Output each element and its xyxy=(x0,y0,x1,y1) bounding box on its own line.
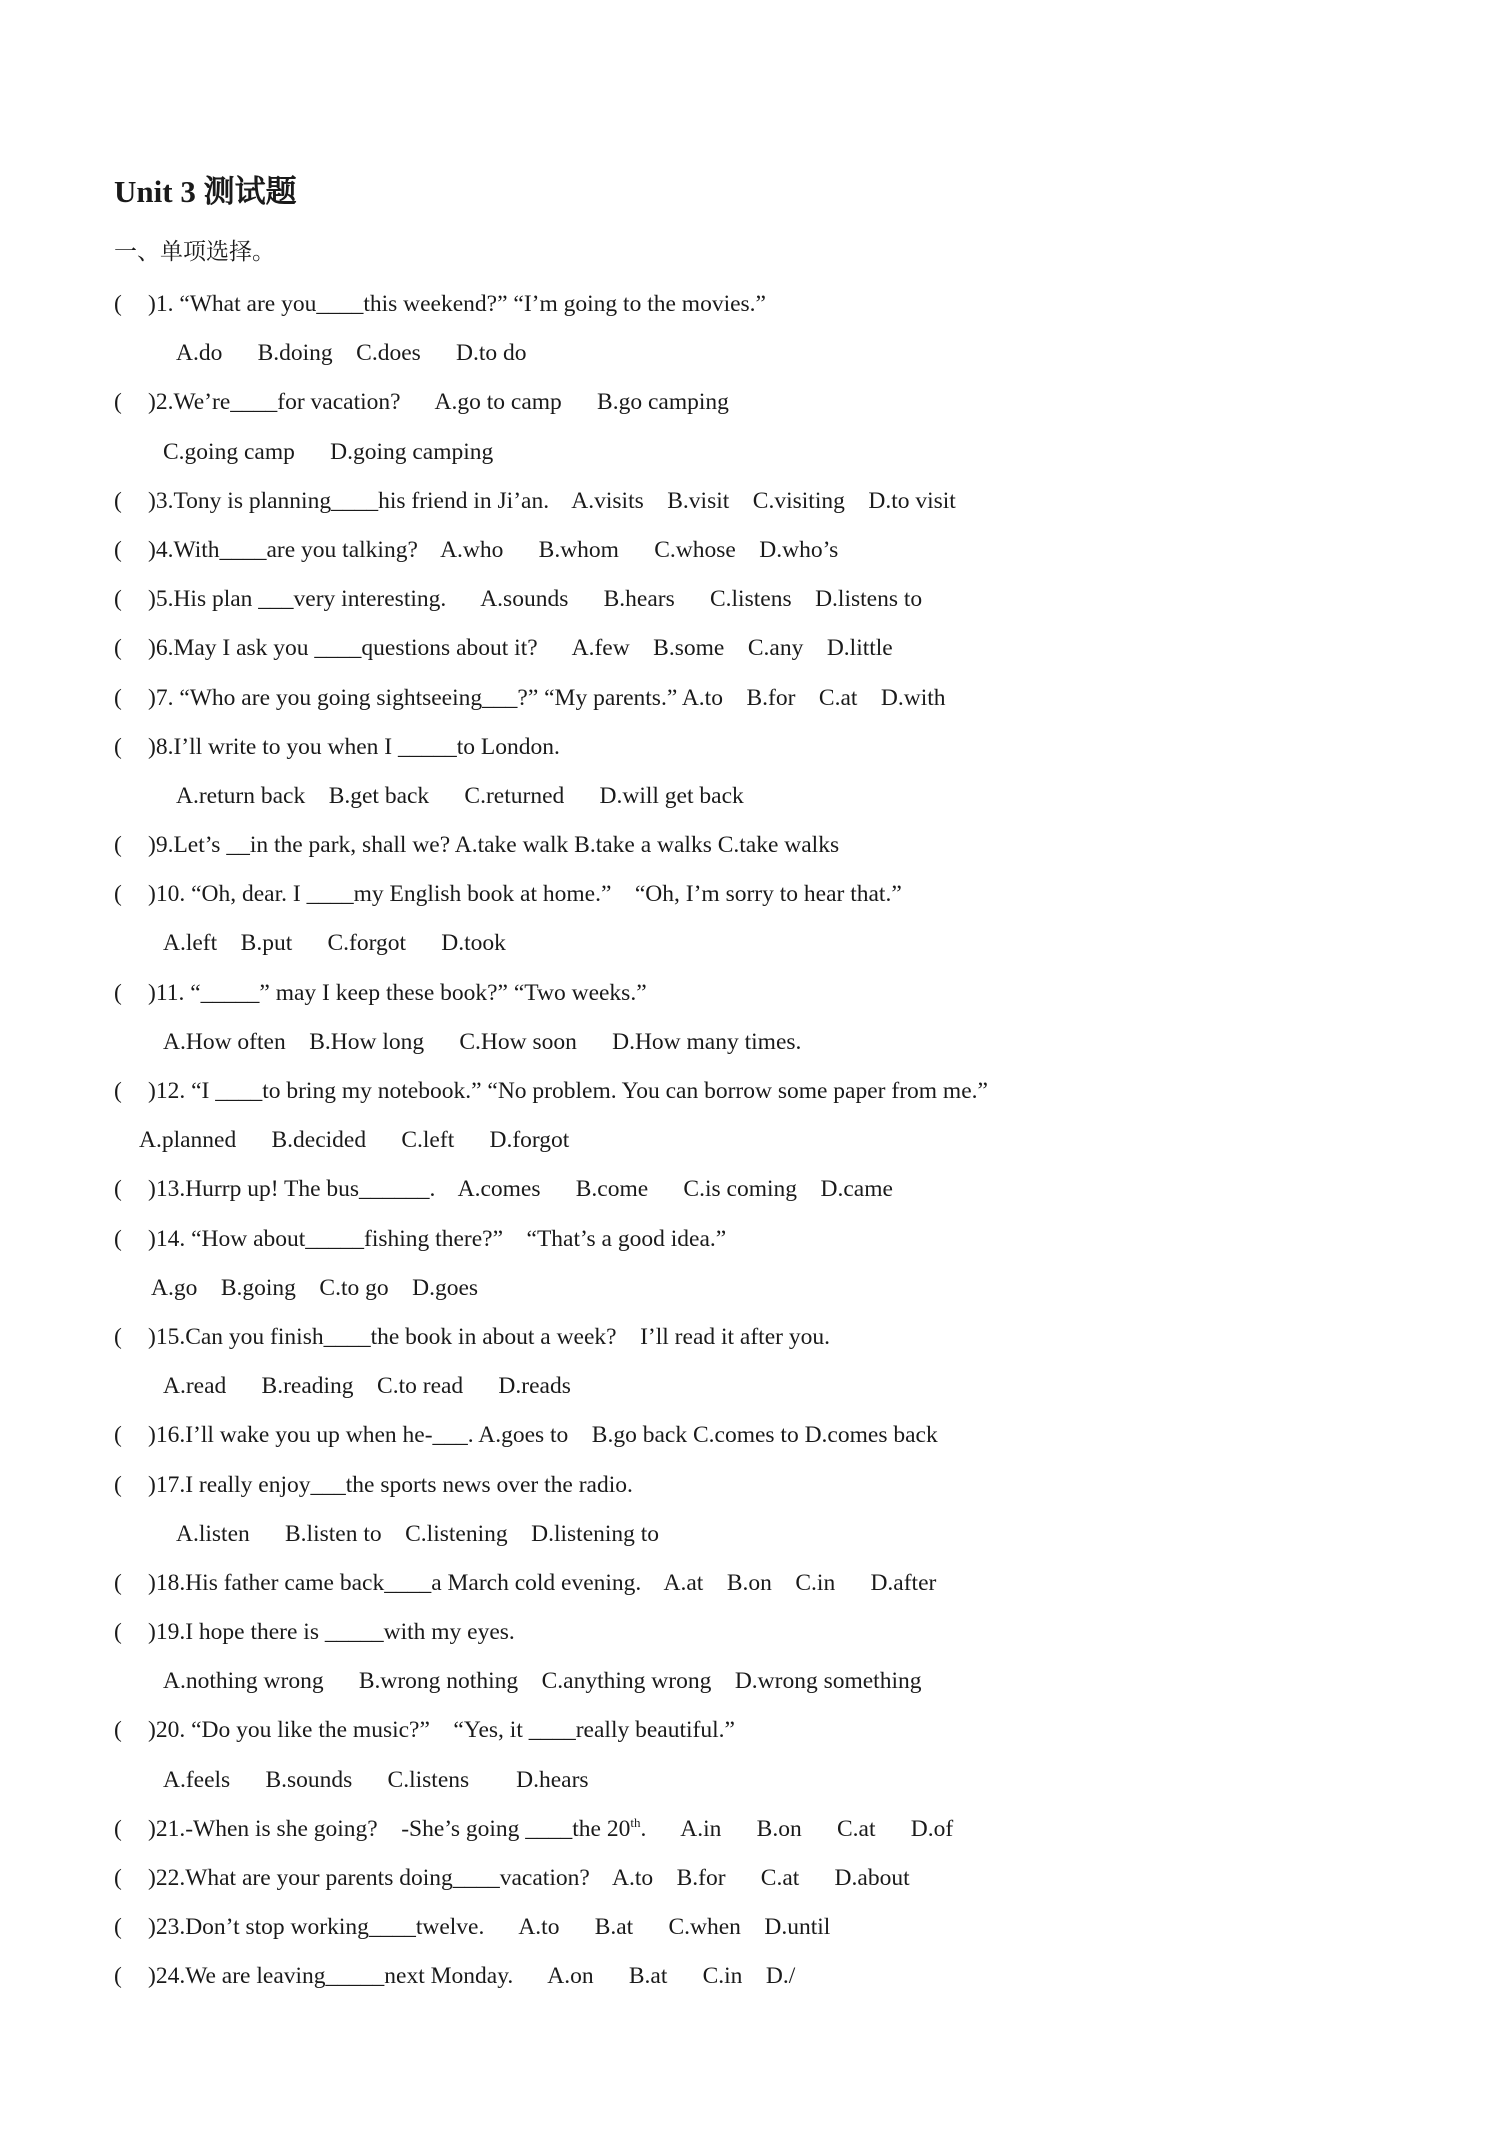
answer-paren: ( xyxy=(114,635,122,662)
answer-paren: ( xyxy=(114,1323,122,1350)
question-stem: )3.Tony is planning____his friend in Ji’an. A.visits B.visit C.visiting D.to visit xyxy=(148,487,956,514)
answer-paren: ( xyxy=(114,1078,122,1104)
answer-paren: ( xyxy=(114,291,122,317)
question-stem: )10. “Oh, dear. I ____my English book at home.” “Oh, I’m sorry to hear that.” xyxy=(148,881,902,908)
question-text xyxy=(148,1805,953,1854)
question-stem: )12. “I ____to bring my notebook.” “No problem. You can borrow some paper from me.” xyxy=(148,1078,988,1104)
question-stem: )18.His father came back____a March cold evening. A.at B.on C.in D.after xyxy=(148,1569,937,1596)
question-text xyxy=(148,575,922,624)
question-stem: )16.I’ll wake you up when he-___. A.goes to B.go back C.comes to D.comes back xyxy=(148,1422,938,1449)
answer-options: A.planned B.decided C.left D.forgot xyxy=(139,1127,570,1154)
question-text xyxy=(148,723,560,772)
answer-paren: ( xyxy=(114,1619,122,1646)
answer-paren: ( xyxy=(114,832,122,859)
question-line xyxy=(0,477,1512,526)
question-line xyxy=(0,1215,1512,1264)
question-text xyxy=(148,1411,938,1460)
answer-paren: ( xyxy=(114,1815,122,1842)
options-line xyxy=(0,772,1512,821)
options-line xyxy=(0,1657,1512,1706)
question-line xyxy=(0,821,1512,870)
question-stem: )15.Can you finish____the book in about a week? I’ll read it after you. xyxy=(148,1323,830,1350)
answer-paren: ( xyxy=(114,1569,122,1596)
question-stem: )7. “Who are you going sightseeing___?” “My parents.” A.to B.for C.at D.with xyxy=(148,684,946,711)
question-text xyxy=(148,1903,830,1952)
question-line xyxy=(0,674,1512,723)
question-line xyxy=(0,1854,1512,1903)
answer-paren: ( xyxy=(114,1176,122,1203)
question-line xyxy=(0,870,1512,919)
answer-paren: ( xyxy=(114,733,122,760)
question-text xyxy=(148,821,839,870)
question-stem: )23.Don’t stop working____twelve. A.to B.at C.when D.until xyxy=(148,1914,831,1941)
answer-paren: ( xyxy=(114,1471,122,1498)
question-options: . A.in B.on C.at D.of xyxy=(640,1815,954,1842)
question-line xyxy=(0,1411,1512,1460)
question-line xyxy=(0,280,1512,329)
answer-options: C.going camp D.going camping xyxy=(163,438,494,465)
question-list xyxy=(0,280,1512,2002)
question-text xyxy=(148,280,766,329)
options-line xyxy=(0,428,1512,477)
options-line xyxy=(0,329,1512,378)
question-text xyxy=(148,1608,515,1657)
question-stem: )8.I’ll write to you when I _____to London. xyxy=(148,733,560,760)
question-stem: )2.We’re____for vacation? A.go to camp B.go camping xyxy=(148,389,729,416)
question-line xyxy=(0,624,1512,673)
question-line xyxy=(0,526,1512,575)
question-line xyxy=(0,1952,1512,2001)
question-text xyxy=(148,1215,726,1264)
question-stem: )13.Hurrp up! The bus______. A.comes B.come C.is coming D.came xyxy=(148,1176,893,1203)
question-line xyxy=(0,1313,1512,1362)
answer-options: A.return back B.get back C.returned D.will get back xyxy=(176,782,744,809)
answer-paren: ( xyxy=(114,1963,122,1990)
answer-options: A.left B.put C.forgot D.took xyxy=(163,930,506,957)
options-line xyxy=(0,1362,1512,1411)
question-stem: )9.Let’s __in the park, shall we? A.take walk B.take a walks C.take walks xyxy=(148,832,840,859)
options-line xyxy=(0,1018,1512,1067)
question-text xyxy=(148,1165,893,1214)
answer-paren: ( xyxy=(114,389,122,416)
options-line xyxy=(0,919,1512,968)
question-line xyxy=(0,378,1512,427)
answer-paren: ( xyxy=(114,1865,122,1891)
question-text xyxy=(148,1559,936,1608)
answer-paren: ( xyxy=(114,684,122,711)
question-text xyxy=(148,674,946,723)
question-text xyxy=(148,1067,988,1116)
answer-options: A.nothing wrong B.wrong nothing C.anything wrong D.wrong something xyxy=(163,1668,922,1695)
options-line xyxy=(0,1510,1512,1559)
question-stem: )21.-When is she going? -She’s going ____the 20 xyxy=(148,1815,631,1842)
question-line xyxy=(0,1608,1512,1657)
answer-options: A.listen B.listen to C.listening D.listening to xyxy=(176,1520,660,1547)
answer-paren: ( xyxy=(114,1914,122,1941)
question-stem: )22.What are your parents doing____vacation? A.to B.for C.at D.about xyxy=(148,1865,910,1891)
question-text xyxy=(148,1313,830,1362)
options-line xyxy=(0,1756,1512,1805)
question-stem: )20. “Do you like the music?” “Yes, it ____really beautiful.” xyxy=(148,1717,735,1744)
question-line xyxy=(0,1805,1512,1854)
answer-options: A.feels B.sounds C.listens D.hears xyxy=(163,1766,589,1793)
question-stem: )4.With____are you talking? A.who B.whom C.whose D.who’s xyxy=(148,536,839,563)
answer-paren: ( xyxy=(114,487,122,514)
question-stem: )6.May I ask you ____questions about it? A.few B.some C.any D.little xyxy=(148,635,893,662)
answer-paren: ( xyxy=(114,881,122,908)
answer-paren: ( xyxy=(114,1422,122,1449)
options-line xyxy=(0,1264,1512,1313)
answer-paren: ( xyxy=(114,1225,122,1252)
question-stem: )11. “_____” may I keep these book?” “Two weeks.” xyxy=(148,979,647,1006)
answer-options: A.do B.doing C.does D.to do xyxy=(176,340,527,367)
question-text xyxy=(148,969,647,1018)
question-text xyxy=(148,1854,910,1903)
answer-options: A.read B.reading C.to read D.reads xyxy=(163,1373,571,1400)
question-line xyxy=(0,1559,1512,1608)
question-line xyxy=(0,1461,1512,1510)
section-heading: 一、单项选择。 xyxy=(114,239,275,264)
answer-paren: ( xyxy=(114,536,122,563)
question-stem: )24.We are leaving_____next Monday. A.on B.at C.in D./ xyxy=(148,1963,796,1990)
question-text xyxy=(148,624,893,673)
answer-options: A.How often B.How long C.How soon D.How many times. xyxy=(163,1028,802,1055)
question-text xyxy=(148,1461,633,1510)
question-line xyxy=(0,1706,1512,1755)
question-line xyxy=(0,575,1512,624)
question-text xyxy=(148,378,729,427)
options-line xyxy=(0,1116,1512,1165)
answer-paren: ( xyxy=(114,979,122,1006)
question-text xyxy=(148,1706,735,1755)
question-stem: )17.I really enjoy___the sports news over the radio. xyxy=(148,1471,633,1498)
superscript-text: th xyxy=(630,1814,641,1830)
page-title: Unit 3 测试题 xyxy=(114,174,297,209)
question-stem: )14. “How about_____fishing there?” “That’s a good idea.” xyxy=(148,1225,727,1252)
question-line xyxy=(0,723,1512,772)
question-text xyxy=(148,870,902,919)
question-text xyxy=(148,1952,795,2001)
answer-paren: ( xyxy=(114,586,122,613)
question-text xyxy=(148,477,956,526)
answer-paren: ( xyxy=(114,1717,122,1744)
question-stem: )5.His plan ___very interesting. A.sounds B.hears C.listens D.listens to xyxy=(148,586,923,613)
question-text xyxy=(148,526,838,575)
question-line xyxy=(0,1165,1512,1214)
question-line xyxy=(0,1067,1512,1116)
question-stem: )19.I hope there is _____with my eyes. xyxy=(148,1619,515,1646)
question-line xyxy=(0,1903,1512,1952)
answer-options: A.go B.going C.to go D.goes xyxy=(151,1274,479,1301)
question-stem: )1. “What are you____this weekend?” “I’m going to the movies.” xyxy=(148,291,766,317)
question-line xyxy=(0,969,1512,1018)
